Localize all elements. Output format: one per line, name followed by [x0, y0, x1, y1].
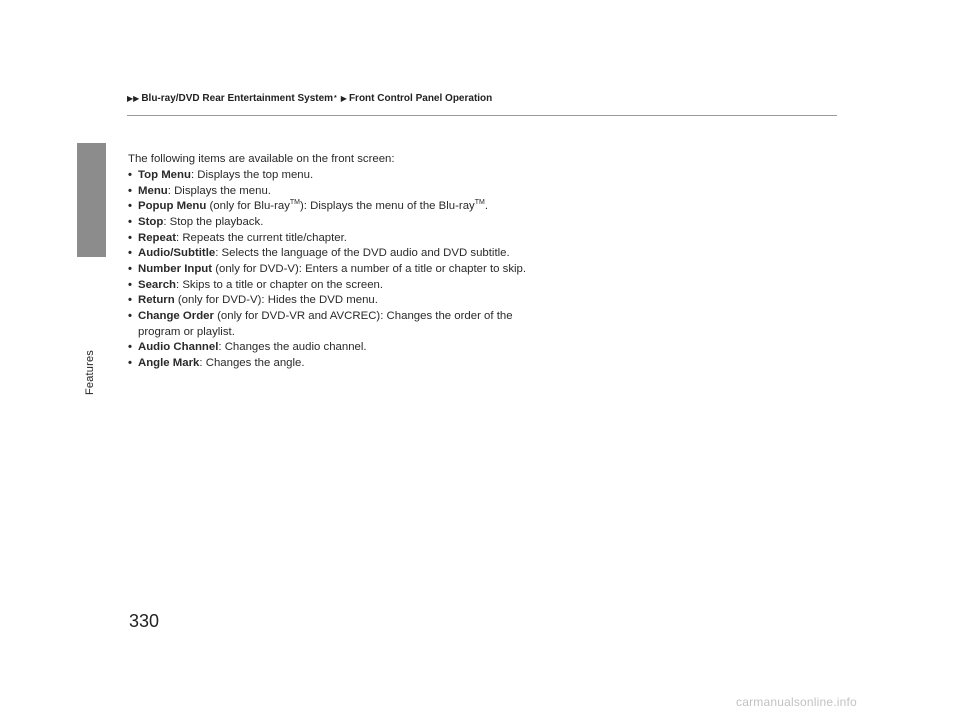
item-desc: : Displays the menu.: [167, 184, 271, 197]
item-term: Return: [138, 294, 175, 307]
bullet-icon: •: [128, 216, 132, 229]
breadcrumb-arrow-icon: ▶▶: [127, 94, 140, 103]
item-desc: (only for Blu-ray: [206, 200, 290, 213]
section-label: Features: [84, 349, 96, 395]
bullet-icon: •: [128, 263, 132, 276]
bullet-icon: •: [128, 247, 132, 260]
item-desc: (only for DVD-V): Hides the DVD menu.: [174, 294, 378, 307]
header-divider: [127, 115, 837, 116]
item-term: Angle Mark: [138, 357, 200, 370]
list-item-return: [128, 293, 828, 309]
item-term: Search: [138, 278, 176, 291]
breadcrumb-item-section: Front Control Panel Operation: [348, 93, 493, 104]
list-item-change-order: [128, 309, 538, 340]
item-desc: .: [484, 200, 489, 213]
bullet-icon: •: [128, 278, 132, 291]
item-term: Change Order: [138, 310, 214, 323]
item-desc: : Changes the angle.: [199, 357, 305, 370]
list-item-angle-mark: [128, 356, 828, 372]
page-number: 330: [129, 611, 160, 631]
trademark: TM: [474, 199, 485, 207]
main-content: [128, 152, 828, 372]
item-desc: (only for DVD-VR and AVCREC): Changes the order of the program or playlist.: [138, 310, 513, 338]
item-desc: : Changes the audio channel.: [218, 341, 367, 354]
item-term: Repeat: [138, 231, 176, 244]
list-item-stop: [128, 215, 828, 231]
item-desc: : Repeats the current title/chapter.: [175, 231, 347, 244]
bullet-icon: •: [128, 200, 132, 213]
bullet-icon: •: [128, 184, 132, 197]
watermark: carmanualsonline.info: [736, 695, 857, 709]
trademark: TM: [289, 199, 301, 207]
bullet-icon: •: [128, 341, 132, 354]
item-desc: : Stop the playback.: [163, 216, 264, 229]
item-term: Audio/Subtitle: [138, 247, 216, 260]
bullet-icon: •: [128, 357, 132, 370]
bullet-icon: •: [128, 294, 132, 307]
item-term: Number Input: [138, 263, 213, 276]
bullet-icon: •: [128, 231, 132, 244]
item-term: Stop: [138, 216, 164, 229]
list-item-number-input: [128, 262, 828, 278]
item-desc: : Skips to a title or chapter on the screen.: [176, 278, 384, 291]
list-item-audio-subtitle: [128, 246, 828, 262]
item-desc: (only for DVD-V): Enters a number of a title or chapter to skip.: [212, 263, 527, 276]
breadcrumb-marker: *: [334, 95, 337, 102]
breadcrumb-item-system: Blu-ray/DVD Rear Entertainment System: [141, 93, 334, 104]
list-item-search: [128, 278, 828, 294]
item-term: Audio Channel: [138, 341, 219, 354]
intro-text: The following items are available on the front screen:: [128, 153, 395, 165]
item-list: [128, 168, 828, 372]
item-term: Menu: [138, 184, 168, 197]
item-desc: : Displays the top menu.: [190, 169, 314, 182]
breadcrumb: [127, 93, 492, 104]
breadcrumb-arrow-icon: ▶: [340, 94, 347, 103]
list-item-menu: [128, 184, 828, 200]
list-item-top-menu: [128, 168, 828, 184]
item-term: Popup Menu: [138, 200, 207, 213]
list-item-popup-menu: [128, 199, 828, 215]
bullet-icon: •: [128, 310, 132, 323]
item-term: Top Menu: [138, 169, 191, 182]
bullet-icon: •: [128, 169, 132, 182]
item-desc: ): Displays the menu of the Blu-ray: [300, 200, 475, 213]
list-item-repeat: [128, 231, 828, 247]
section-tab: [77, 143, 106, 257]
list-item-audio-channel: [128, 340, 828, 356]
item-desc: : Selects the language of the DVD audio and DVD subtitle.: [215, 247, 510, 260]
